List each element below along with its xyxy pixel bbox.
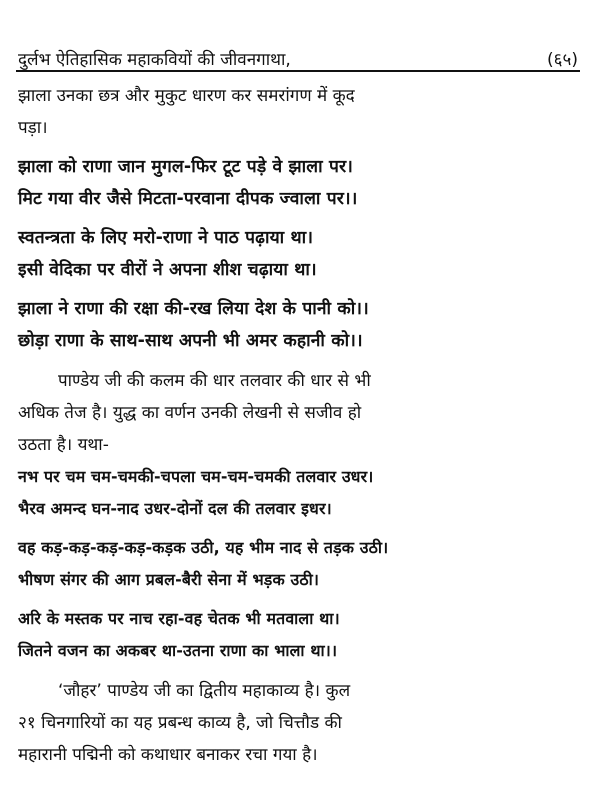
verse-line: झाला ने राणा की रक्षा की-रख लिया देश के पानी को।। bbox=[18, 299, 369, 319]
middle-paragraph bbox=[18, 365, 582, 461]
paragraph-line: अधिक तेज है। युद्ध का वर्णन उनकी लेखनी से सजीव हो bbox=[18, 403, 362, 423]
paragraph-line: उठता है। यथा- bbox=[18, 435, 109, 455]
verse-line: मिट गया वीर जैसे मिटता-परवाना दीपक ज्वाला पर।। bbox=[18, 189, 358, 209]
verse-line: भैरव अमन्द घन-नाद उधर-दोनों दल की तलवार इधर। bbox=[18, 499, 332, 518]
page-number: (६५) bbox=[547, 50, 578, 70]
verse-line: नभ पर चम चम-चमकी-चपला चम-चम-चमकी तलवार उधर। bbox=[18, 467, 374, 486]
stanza-gap bbox=[18, 215, 582, 222]
paragraph-line: झाला उनका छत्र और मुकुट धारण कर समरांगण में कूद bbox=[18, 86, 355, 106]
opening-paragraph bbox=[18, 80, 582, 144]
stanza-gap bbox=[18, 144, 582, 151]
verse-line: अरि के मस्तक पर नाच रहा-वह चेतक भी मतवाला था। bbox=[18, 609, 340, 628]
verse-line: जितने वजन का अकबर था-उतना राणा का भाला था।। bbox=[18, 641, 338, 660]
stanza-gap bbox=[18, 667, 582, 675]
stanza-gap bbox=[18, 357, 582, 365]
paragraph-line: ‘जौहर’ पाण्डेय जी का द्वितीय महाकाव्य है। कुल bbox=[58, 681, 351, 701]
paragraph-line: महारानी पद्मिनी को कथाधार बनाकर रचा गया है। bbox=[18, 745, 318, 765]
page-header bbox=[18, 38, 578, 70]
page-content bbox=[18, 80, 582, 771]
verse-line: भीषण संगर की आग प्रबल-बैरी सेना में भड़क उठी। bbox=[18, 570, 320, 589]
paragraph-line: पड़ा। bbox=[18, 118, 48, 138]
paragraph-line: पाण्डेय जी की कलम की धार तलवार की धार से भी bbox=[58, 371, 371, 391]
stanza-gap bbox=[18, 286, 582, 293]
verse-block-1 bbox=[18, 151, 582, 357]
verse-line: छोड़ा राणा के साथ-साथ अपनी भी अमर कहानी को।। bbox=[18, 331, 363, 351]
verse-line: स्वतन्त्रता के लिए मरो-राणा ने पाठ पढ़ाया था। bbox=[18, 228, 314, 248]
verse-line: इसी वेदिका पर वीरों ने अपना शीश चढ़ाया था। bbox=[18, 260, 317, 280]
stanza-gap bbox=[18, 596, 582, 603]
paragraph-line: २१ चिनगारियों का यह प्रबन्ध काव्य है, जो चित्तौड की bbox=[18, 713, 342, 733]
running-title: दुर्लभ ऐतिहासिक महाकवियों की जीवनगाथा, bbox=[18, 50, 291, 70]
header-rule bbox=[16, 70, 580, 72]
stanza-gap bbox=[18, 525, 582, 532]
verse-block-2 bbox=[18, 461, 582, 667]
closing-paragraph bbox=[18, 675, 582, 771]
verse-line: झाला को राणा जान मुगल-फिर टूट पड़े वे झाला पर। bbox=[18, 157, 353, 177]
verse-line: वह कड़-कड़-कड़-कड़-कड़क उठी, यह भीम नाद से तड़क उठी। bbox=[18, 538, 389, 557]
